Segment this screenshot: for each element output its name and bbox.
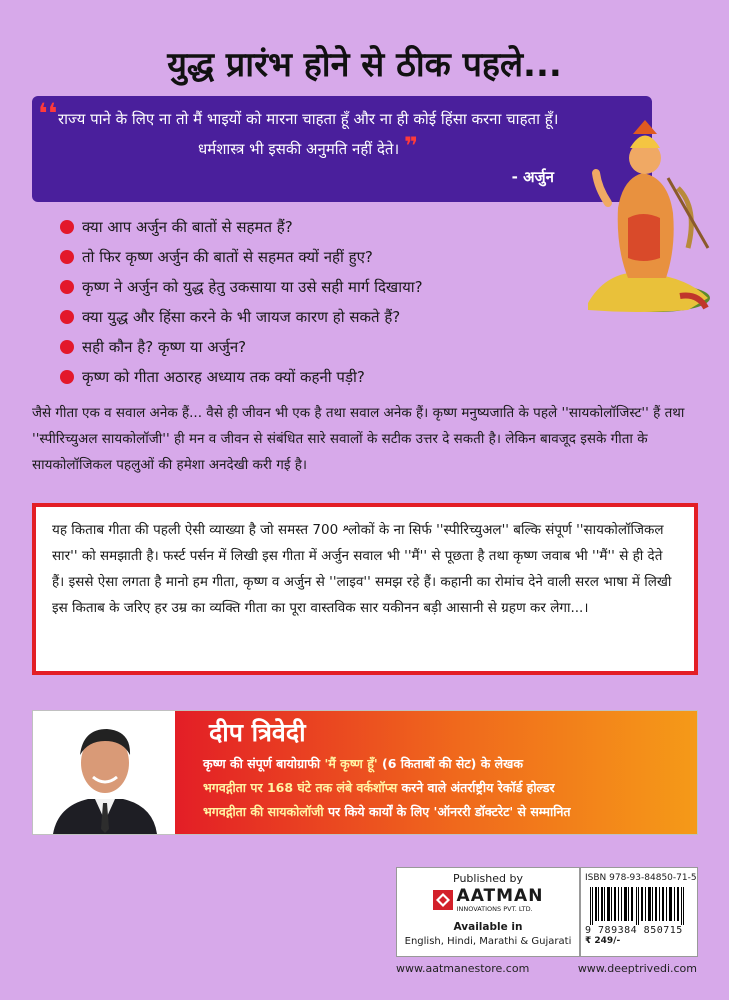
barcode-digits: 9 789384 850715 <box>585 925 683 936</box>
publisher-box <box>396 867 580 957</box>
bullet-dot <box>60 250 74 264</box>
author-line-1: कृष्ण की संपूर्ण बायोग्राफी 'मैं कृष्ण हूँ' (6 किताबों की सेट) के लेखक <box>203 756 523 771</box>
author-name: दीप त्रिवेदी <box>209 718 306 747</box>
question-list <box>60 212 423 392</box>
quote-line-2: धर्मशास्त्र भी इसकी अनुमति नहीं देते। <box>198 140 400 158</box>
publisher-name: AATMAN <box>456 886 544 906</box>
footer-link-right[interactable]: www.deeptrivedi.com <box>577 962 697 975</box>
question-item: क्या युद्ध और हिंसा करने के भी जायज कारण हो सकते हैं? <box>60 302 423 332</box>
bullet-dot <box>60 370 74 384</box>
author-line-2: भगवद्गीता पर 168 घंटे तक लंबे वर्कशॉप्स करने वाले अंतर्राष्ट्रीय रेकॉर्ड होल्डर <box>203 780 555 795</box>
bullet-dot <box>60 310 74 324</box>
question-item: कृष्ण ने अर्जुन को युद्ध हेतु उकसाया या उसे सही मार्ग दिखाया? <box>60 272 423 302</box>
aatman-logo-icon <box>433 890 453 910</box>
barcode <box>588 887 692 925</box>
bullet-dot <box>60 340 74 354</box>
author-band <box>32 710 698 835</box>
footer-link-left[interactable]: www.aatmanestore.com <box>396 962 530 975</box>
quote-line-1: राज्य पाने के लिए ना तो मैं भाइयों को मारना चाहता हूँ और ना ही कोई हिंसा करना चाहता हूँ। <box>58 110 559 128</box>
quote-open-mark: ❛❛ <box>38 97 58 130</box>
price-label: ₹ 249/- <box>585 936 621 946</box>
languages-label: English, Hindi, Marathi & Gujarati <box>404 936 572 947</box>
arjuna-illustration <box>548 118 716 318</box>
quote-close-mark: ❞ <box>403 132 419 160</box>
quote-author: - अर्जुन <box>511 168 554 186</box>
intro-paragraph: जैसे गीता एक व सवाल अनेक हैं... वैसे ही जीवन भी एक है तथा सवाल अनेक हैं। कृष्ण मनुष्यजाति के पहले ''सायकोलॉजिस्ट'' हैं तथा ''स्पीरिच्युअल सायकोलॉजी'' ही मन व जीवन से संबंधित सारे सवालों के सटीक उत्तर दे सकती है। लेकिन बावजूद इसके गीता के सायकोलॉजिकल पहलुओं की हमेशा अनदेखी करी गई है। <box>32 405 685 473</box>
available-in-label: Available in <box>453 921 523 933</box>
author-photo <box>33 711 175 834</box>
publisher-logo <box>397 887 579 913</box>
publisher-sub: INNOVATIONS PVT. LTD. <box>456 905 533 913</box>
author-line-3: भगवद्गीता की सायकोलॉजी पर किये कार्यों के लिए 'ऑनररी डॉक्टरेट' से सम्मानित <box>203 804 571 819</box>
published-by-label: Published by <box>453 872 523 885</box>
isbn-label: ISBN 978-93-84850-71-5 <box>585 873 697 883</box>
question-item: कृष्ण को गीता अठारह अध्याय तक क्यों कहनी पड़ी? <box>60 362 423 392</box>
question-item: क्या आप अर्जुन की बातों से सहमत हैं? <box>60 212 423 242</box>
author-info <box>175 711 697 834</box>
isbn-box <box>580 867 698 957</box>
description-box: यह किताब गीता की पहली ऐसी व्याख्या है जो समस्त 700 श्लोकों के ना सिर्फ ''स्पीरिच्युअल'' बल्कि संपूर्ण ''सायकोलॉजिकल सार'' को समझाती है। फर्स्ट पर्सन में लिखी इस गीता में अर्जुन सवाल भी ''मैं'' से पूछता है तथा कृष्ण जवाब भी ''मैं'' से ही देते हैं। इससे ऐसा लगता है मानो हम गीता, कृष्ण व अर्जुन से ''लाइव'' समझ रहे हैं। कहानी का रोमांच देने वाली सरल भाषा में लिखी इस किताब के जरिए हर उम्र का व्यक्ति गीता का पूरा वास्तविक सार यकीनन बड़ी आसानी से ग्रहण कर लेगा...। <box>32 503 698 675</box>
page-title: युद्ध प्रारंभ होने से ठीक पहले... <box>167 45 562 85</box>
bullet-dot <box>60 220 74 234</box>
question-item: सही कौन है? कृष्ण या अर्जुन? <box>60 332 423 362</box>
question-item: तो फिर कृष्ण अर्जुन की बातों से सहमत क्यों नहीं हुए? <box>60 242 423 272</box>
bullet-dot <box>60 280 74 294</box>
